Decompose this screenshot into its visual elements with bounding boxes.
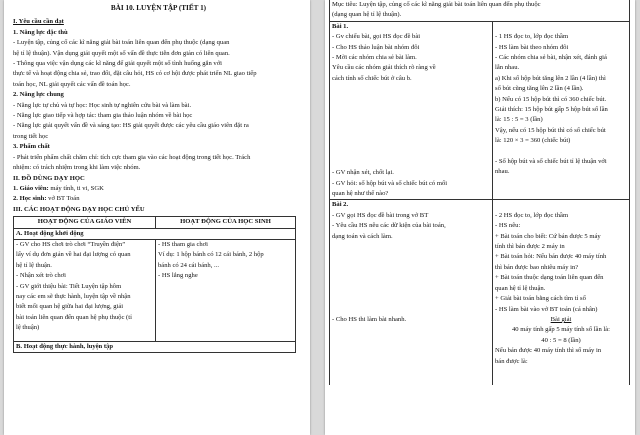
text-line: Giải thích: 15 hộp bút gấp 5 hộp bút số lần [495, 106, 608, 114]
activities-table [13, 216, 296, 353]
section-1-1-body [13, 38, 304, 90]
text-line: - Yêu cầu HS nêu các dữ kiện của bài toán, [332, 222, 446, 230]
table-section-a: A. Hoạt động khởi động [14, 228, 296, 239]
text-line: - Các nhóm chia sẻ bài, nhận xét, đánh giá [495, 54, 607, 62]
text-line: - GV cho HS chơi trò chơi “Truyền điện” [16, 240, 126, 248]
materials-text: vở BT Toán [46, 195, 80, 203]
materials-label: 1. Giáo viên: [13, 184, 49, 192]
text-line: toán học, NL giải quyết các vấn đề toán học. [13, 80, 131, 88]
table-header-teacher: HOẠT ĐỘNG CỦA GIÁO VIÊN [14, 217, 156, 228]
text-line: - Cho HS thảo luận bài nhóm đôi [332, 43, 420, 51]
text-line: lẫn nhau. [495, 64, 520, 72]
document-page-right [325, 0, 635, 435]
solution-title: Bài giải [550, 315, 572, 323]
table-section-b: B. Hoạt động thực hành, luyện tập [14, 341, 296, 352]
text-line: + Bài toán thuộc dạng toán liên quan đến [495, 274, 604, 282]
text-line: - HS nêu: [495, 222, 521, 230]
text-line: - Năng lực giao tiếp và hợp tác: tham gia thảo luận nhóm về bài học [13, 112, 193, 120]
text-line: - HS lắng nghe [158, 272, 198, 280]
text-line: 40 : 5 = 8 (lần) [541, 336, 581, 344]
text-line: biết mối quan hệ giữa hai đại lượng, giải [16, 303, 124, 311]
materials-label: 2. Học sinh: [13, 195, 47, 203]
text-line: - HS tham gia chơi [158, 240, 209, 248]
section-1-2-heading: 2. Năng lực chung [13, 91, 64, 99]
table-row [330, 0, 630, 21]
text-line: - GV hỏi: số hộp bút và số chiếc bút có mối [332, 179, 448, 187]
section-1-3-body [13, 153, 304, 174]
text-line: lệ thuận) [16, 324, 40, 332]
text-line: + Bài toán cho biết: Cứ bán được 5 máy [495, 232, 601, 240]
text-line: - Cho HS thi làm bài nhanh. [332, 315, 407, 323]
teacher-cell [14, 239, 156, 341]
text-line: Ví dụ: 1 hộp bánh có 12 cái bánh, 2 hộp [158, 251, 264, 259]
text-line: (dạng quan hệ tỉ lệ thuận). [332, 11, 402, 19]
text-line: quan hệ tỉ lệ thuận. [495, 284, 546, 292]
text-line: - Nhận xét trò chơi [16, 272, 66, 280]
text-line: + Giải bài toán bằng cách tìm tỉ số [495, 295, 586, 303]
section-1-2-body [13, 101, 304, 143]
text-line: - HS làm bài theo nhóm đôi [495, 43, 569, 51]
text-line: Mục tiêu: Luyện tập, củng cố các kĩ năng giải bài toán liên quan đến phụ thuộc [332, 1, 541, 8]
text-line: - GV nhận xét, chốt lại. [332, 169, 394, 177]
section-1-1-heading: 1. Năng lực đặc thù [13, 28, 68, 36]
materials-student [13, 194, 304, 204]
text-line: - Thông qua việc vận dụng các kĩ năng để giải quyết một số tình huống gắn với [13, 60, 223, 68]
text-line: - 1 HS đọc to, lớp đọc thầm [495, 33, 569, 41]
text-line: 40 máy tính gấp 5 máy tính số lần là: [512, 326, 610, 334]
section-2-heading: II. ĐỒ DÙNG DẠY HỌC [13, 174, 85, 182]
text-line: cách tính số chiếc bút ở câu b. [332, 74, 412, 82]
text-line: Vậy, nếu có 15 hộp bút thì có số chiếc bút [495, 126, 606, 134]
table-row [14, 341, 296, 352]
section-3-heading: III. CÁC HOẠT ĐỘNG DẠY HỌC CHỦ YẾU [13, 205, 145, 213]
table-row [330, 21, 630, 200]
text-line: - Năng lực giải quyết vấn đề và sáng tạo: HS giải quyết được các yêu cầu giáo viên đặt ra [13, 122, 249, 130]
table-row [14, 228, 296, 239]
objective-cell [330, 0, 630, 21]
text-line: - Luyện tập, củng cố các kĩ năng giải bài toán liên quan đến phụ thuộc (dạng quan [13, 39, 230, 47]
activities-table-continued [329, 0, 630, 385]
text-line: trong tiết học [13, 132, 49, 140]
lesson-title: BÀI 10. LUYỆN TẬP (TIẾT 1) [110, 4, 207, 12]
text-line: bán được là: [495, 357, 528, 365]
text-line: Nếu bán được 40 máy tính thì số máy in [495, 347, 602, 355]
text-line: bài toán liên quan đến quan hệ phụ thuộc (tỉ [16, 313, 132, 321]
exercise-label: Bài 1. [332, 22, 349, 30]
teacher-cell [330, 21, 493, 200]
table-header-student: HOẠT ĐỘNG CỦA HỌC SINH [156, 217, 296, 228]
text-line: - GV gọi HS đọc đề bài trong vở BT [332, 211, 429, 219]
text-line: tính thì bán được 2 máy in [495, 243, 565, 251]
student-cell [493, 200, 630, 385]
text-line: là: 120 × 3 = 360 (chiếc bút) [495, 137, 571, 145]
text-line: hệ tỉ lệ thuận). Vận dụng giải quyết một số vấn đề thực tiễn đơn giản có liên quan. [13, 49, 230, 57]
text-line: - Gv chiếu bài, gọi HS đọc đề bài [332, 33, 421, 41]
text-line: - Số hộp bút và số chiếc bút tỉ lệ thuận với [495, 158, 607, 166]
student-cell [156, 239, 296, 341]
text-line: - HS làm bài vào vở BT toán (cá nhân) [495, 305, 598, 313]
text-line: dạng toán và cách làm. [332, 232, 393, 240]
text-line: quan hệ như thế nào? [332, 190, 389, 198]
text-line: lấy ví dụ đơn giản về hai đại lượng có quan [16, 251, 131, 259]
materials-text: máy tính, ti vi, SGK [48, 184, 104, 192]
text-line: nhiệm: có trách nhiệm trong khi làm việc nhóm. [13, 164, 141, 172]
text-line: - Mời các nhóm chia sẻ bài làm. [332, 54, 417, 62]
table-row [14, 239, 296, 341]
document-page-left [4, 0, 310, 435]
text-line: - Năng lực tự chủ và tự học: Học sinh tự nghiên cứu bài và làm bài. [13, 101, 192, 109]
text-line: + Bài toán hỏi: Nếu bán được 40 máy tính [495, 253, 607, 261]
text-line: số bút cũng tăng lên 2 lần (4 lần). [495, 85, 584, 93]
section-1-3-heading: 3. Phẩm chất [13, 143, 50, 151]
text-line: b) Nếu có 15 hộp bút thì có 360 chiếc bút. [495, 95, 607, 103]
text-line: a) Khi số hộp bút tăng lên 2 lần (4 lần) thì [495, 74, 606, 82]
text-line: nay các em sẽ thực hành, luyện tập về nhận [16, 292, 131, 300]
section-1-heading: I. Yêu cầu cần đạt [13, 18, 64, 26]
table-header-row [14, 217, 296, 228]
table-row [330, 200, 630, 385]
text-line: thì bán được bao nhiêu máy in? [495, 263, 579, 271]
text-line: - GV giới thiệu bài: Tiết Luyện tập hôm [16, 282, 122, 290]
materials-teacher [13, 184, 304, 194]
exercise-label: Bài 2. [332, 201, 349, 209]
text-line: - Phát triển phẩm chất chăm chỉ: tích cực tham gia vào các hoạt động trong tiết học. Trách [13, 153, 251, 161]
student-cell [493, 21, 630, 200]
text-line: thực tế và hoạt động chia sẻ, trao đổi, đặt câu hỏi, HS có cơ hội được phát triển NL giao tiếp [13, 70, 257, 78]
teacher-cell [330, 200, 493, 385]
text-line: - 2 HS đọc to, lớp đọc thầm [495, 211, 569, 219]
text-line: hệ tỉ lệ thuận. [16, 261, 52, 269]
text-line: Yêu cầu các nhóm giải thích rõ ràng về [332, 64, 436, 72]
text-line: là: 15 : 5 = 3 (lần) [495, 116, 543, 124]
text-line: nhau. [495, 168, 510, 176]
text-line: bánh có 24 cái bánh, ... [158, 261, 219, 269]
